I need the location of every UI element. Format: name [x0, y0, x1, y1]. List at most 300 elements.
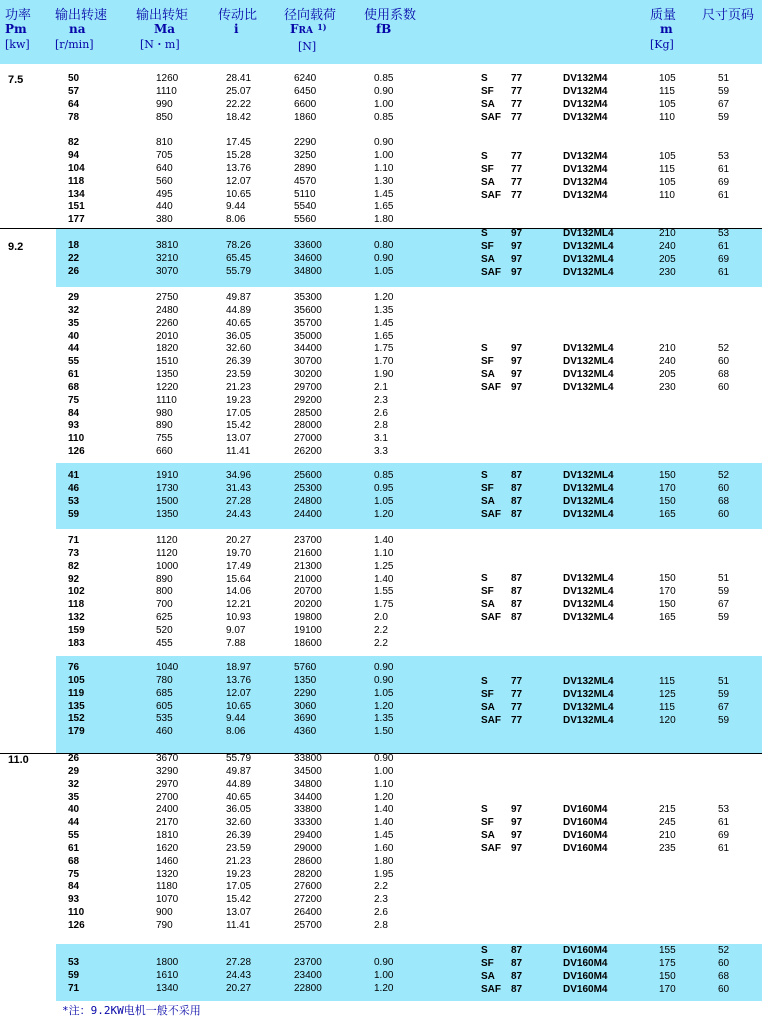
ratio-cell: 65.45	[226, 252, 252, 264]
radial-load-cell: 23700	[294, 957, 322, 968]
service-factor-cell: 1.90	[374, 369, 394, 381]
service-factor-cell: 1.05	[374, 495, 394, 507]
output-speed-cell: 68	[68, 381, 80, 393]
ratio-cell: 44.89	[226, 778, 252, 790]
output-torque-cell: 3670	[156, 753, 179, 764]
output-speed-cell: 55	[68, 830, 80, 842]
service-factor-cell: 2.2	[374, 881, 388, 893]
output-torque-cell: 1510	[156, 356, 179, 368]
output-torque-cell: 535	[156, 713, 173, 725]
reducer-type-cell: SAF	[481, 381, 501, 393]
service-factor-cell: 1.35	[374, 304, 394, 316]
dimension-page-cell: 68	[718, 970, 730, 982]
reducer-size-cell: 87	[511, 573, 523, 584]
mass-cell: 230	[659, 266, 676, 278]
radial-load-cell: 29700	[294, 381, 322, 393]
output-torque-cell: 625	[156, 612, 173, 624]
ratio-cell: 9.44	[226, 201, 246, 213]
ratio-cell: 15.28	[226, 150, 252, 162]
mass-cell: 205	[659, 253, 676, 265]
reducer-size-cell: 77	[511, 676, 523, 687]
model-group	[0, 470, 762, 521]
dimension-page-cell: 60	[718, 355, 730, 367]
ratio-cell: 26.39	[226, 356, 252, 368]
ratio-cell: 21.23	[226, 855, 252, 867]
output-speed-cell: 104	[68, 162, 85, 174]
reducer-size-cell: 97	[511, 228, 523, 239]
ratio-cell: 18.97	[226, 662, 252, 673]
ratio-cell: 20.27	[226, 535, 252, 546]
header-mass: 质量 m [Kg]	[650, 7, 677, 51]
radial-load-cell: 29000	[294, 842, 322, 854]
reducer-size-cell: 97	[511, 240, 523, 252]
reducer-type-cell: SF	[481, 482, 494, 494]
output-speed-cell: 135	[68, 700, 85, 712]
service-factor-cell: 1.20	[374, 700, 394, 712]
service-factor-cell: 1.75	[374, 599, 394, 611]
dimension-page-cell: 60	[718, 482, 730, 494]
ratio-cell: 15.64	[226, 573, 252, 585]
output-torque-cell: 1110	[156, 85, 177, 97]
reducer-size-cell: 87	[511, 945, 523, 956]
table-row	[0, 792, 762, 805]
radial-load-cell: 6450	[294, 85, 317, 97]
output-speed-cell: 183	[68, 637, 85, 649]
service-factor-cell: 1.20	[374, 982, 394, 994]
output-speed-cell: 61	[68, 842, 80, 854]
footnote: *注：9.2KW电机一般不采用	[62, 1004, 201, 1017]
motor-model-cell: DV160M4	[563, 957, 608, 969]
header-radial-load: 径向载荷 FRA $^{1)}$ [N]	[284, 7, 337, 53]
ratio-cell: 8.06	[226, 726, 246, 738]
dimension-page-cell: 69	[718, 176, 730, 188]
radial-load-cell: 33800	[294, 753, 322, 764]
radial-load-cell: 2290	[294, 687, 317, 699]
motor-model-cell: DV160M4	[563, 945, 608, 956]
service-factor-cell: 2.3	[374, 394, 388, 406]
output-torque-cell: 1610	[156, 969, 179, 981]
reducer-size-cell: 87	[511, 470, 523, 481]
output-torque-cell: 3810	[156, 240, 179, 251]
output-speed-cell: 26	[68, 753, 80, 764]
dimension-page-cell: 69	[718, 253, 730, 265]
service-factor-cell: 0.90	[374, 674, 394, 686]
reducer-size-cell: 97	[511, 266, 523, 278]
output-speed-cell: 44	[68, 343, 80, 355]
radial-load-cell: 33800	[294, 804, 322, 816]
output-torque-cell: 520	[156, 624, 173, 636]
output-torque-cell: 780	[156, 674, 173, 686]
output-speed-cell: 134	[68, 188, 85, 200]
ratio-cell: 13.76	[226, 162, 252, 174]
dimension-page-cell: 59	[718, 714, 730, 726]
ratio-cell: 17.49	[226, 560, 252, 572]
radial-load-cell: 27600	[294, 881, 322, 893]
table-row	[0, 292, 762, 305]
header-power: 功率 Pm [kw]	[5, 7, 32, 51]
radial-load-cell: 35300	[294, 292, 322, 303]
output-speed-cell: 82	[68, 137, 80, 149]
table-row	[0, 753, 762, 766]
header-speed: 输出转速 na [r/min]	[55, 7, 108, 51]
mass-cell: 115	[659, 85, 675, 97]
service-factor-cell: 1.40	[374, 535, 394, 546]
output-torque-cell: 1110	[156, 394, 177, 406]
output-speed-cell: 118	[68, 175, 85, 187]
output-speed-cell: 93	[68, 894, 80, 906]
radial-load-cell: 5540	[294, 201, 317, 213]
radial-load-cell: 1860	[294, 111, 317, 123]
radial-load-cell: 23700	[294, 535, 322, 546]
reducer-size-cell: 87	[511, 611, 523, 623]
model-row	[0, 612, 762, 625]
ratio-cell: 32.60	[226, 343, 252, 355]
motor-model-cell: DV132ML4	[563, 482, 614, 494]
ratio-cell: 21.23	[226, 381, 252, 393]
mass-cell: 170	[659, 482, 676, 494]
ratio-cell: 27.28	[226, 495, 252, 507]
dimension-page-cell: 61	[718, 240, 730, 252]
service-factor-cell: 0.80	[374, 240, 394, 251]
radial-load-cell: 22800	[294, 982, 322, 994]
output-torque-cell: 640	[156, 162, 173, 174]
output-speed-cell: 18	[68, 240, 80, 251]
service-factor-cell: 1.05	[374, 265, 394, 277]
dimension-page-cell: 61	[718, 842, 730, 854]
output-torque-cell: 2970	[156, 778, 179, 790]
reducer-size-cell: 77	[511, 111, 523, 123]
output-speed-cell: 82	[68, 560, 80, 572]
motor-model-cell: DV160M4	[563, 983, 608, 995]
service-factor-cell: 0.90	[374, 662, 394, 673]
output-speed-cell: 71	[68, 535, 80, 546]
radial-load-cell: 5760	[294, 662, 317, 673]
table-row	[0, 561, 762, 574]
model-row	[0, 945, 762, 958]
ratio-cell: 24.43	[226, 508, 252, 520]
service-factor-cell: 1.40	[374, 817, 394, 829]
radial-load-cell: 19800	[294, 612, 322, 624]
output-speed-cell: 32	[68, 778, 80, 790]
output-speed-cell: 59	[68, 508, 80, 520]
reducer-type-cell: SF	[481, 163, 494, 175]
radial-load-cell: 21000	[294, 573, 322, 585]
radial-load-cell: 35700	[294, 317, 322, 329]
radial-load-cell: 21300	[294, 560, 322, 572]
reducer-type-cell: S	[481, 151, 488, 162]
service-factor-cell: 0.95	[374, 482, 394, 494]
mass-cell: 240	[659, 355, 676, 367]
table-row	[0, 907, 762, 920]
mass-cell: 235	[659, 842, 676, 854]
dimension-page-cell: 52	[718, 945, 730, 956]
header-service-factor: 使用系数 fB	[364, 7, 417, 36]
output-speed-cell: 132	[68, 612, 85, 624]
ratio-cell: 17.05	[226, 407, 252, 419]
model-row	[0, 267, 762, 280]
service-factor-cell: 0.90	[374, 137, 394, 149]
model-row	[0, 382, 762, 395]
service-factor-cell: 0.85	[374, 111, 394, 123]
reducer-size-cell: 77	[511, 189, 523, 201]
model-row	[0, 343, 762, 356]
output-torque-cell: 2400	[156, 804, 179, 816]
mass-cell: 170	[659, 983, 676, 995]
radial-load-cell: 25600	[294, 470, 322, 481]
output-speed-cell: 41	[68, 470, 80, 481]
model-row	[0, 971, 762, 984]
ratio-cell: 13.76	[226, 674, 252, 686]
service-factor-cell: 1.20	[374, 791, 394, 803]
output-torque-cell: 1910	[156, 470, 179, 481]
output-speed-cell: 55	[68, 356, 80, 368]
table-row	[0, 856, 762, 869]
output-torque-cell: 2260	[156, 317, 179, 329]
output-speed-cell: 78	[68, 111, 80, 123]
model-row	[0, 151, 762, 164]
output-torque-cell: 1730	[156, 482, 179, 494]
reducer-type-cell: SAF	[481, 842, 501, 854]
ratio-cell: 11.41	[226, 919, 251, 931]
dimension-page-cell: 59	[718, 85, 730, 97]
ratio-cell: 7.88	[226, 637, 246, 649]
ratio-cell: 49.87	[226, 292, 252, 303]
reducer-type-cell: SAF	[481, 111, 501, 123]
service-factor-cell: 1.00	[374, 969, 394, 981]
service-factor-cell: 2.1	[374, 381, 388, 393]
output-speed-cell: 29	[68, 292, 80, 303]
output-torque-cell: 800	[156, 586, 173, 598]
mass-cell: 245	[659, 816, 676, 828]
model-row	[0, 99, 762, 112]
service-factor-cell: 2.2	[374, 624, 388, 636]
output-speed-cell: 110	[68, 433, 85, 445]
dimension-page-cell: 69	[718, 829, 730, 841]
header-ratio: 传动比 i	[218, 7, 258, 36]
output-torque-cell: 1320	[156, 868, 179, 880]
table-row	[0, 408, 762, 421]
mass-cell: 150	[659, 495, 676, 507]
model-row	[0, 817, 762, 830]
service-factor-cell: 0.90	[374, 252, 394, 264]
service-factor-cell: 0.85	[374, 470, 394, 481]
reducer-size-cell: 97	[511, 343, 523, 354]
mass-cell: 150	[659, 573, 676, 584]
dimension-page-cell: 59	[718, 688, 730, 700]
radial-load-cell: 5110	[294, 188, 316, 200]
output-speed-cell: 152	[68, 713, 85, 725]
output-speed-cell: 26	[68, 265, 80, 277]
motor-model-cell: DV132M4	[563, 151, 608, 162]
mass-cell: 150	[659, 470, 676, 481]
motor-model-cell: DV160M4	[563, 970, 608, 982]
output-speed-cell: 126	[68, 919, 85, 931]
output-speed-cell: 32	[68, 304, 80, 316]
dimension-page-cell: 60	[718, 508, 730, 520]
table-row	[0, 124, 762, 137]
reducer-type-cell: S	[481, 343, 488, 354]
radial-load-cell: 18600	[294, 637, 322, 649]
output-speed-cell: 94	[68, 150, 80, 162]
service-factor-cell: 2.8	[374, 420, 388, 432]
table-row	[0, 548, 762, 561]
reducer-size-cell: 87	[511, 482, 523, 494]
mass-cell: 105	[659, 73, 676, 84]
ratio-cell: 10.65	[226, 188, 252, 200]
dimension-page-cell: 51	[718, 676, 730, 687]
radial-load-cell: 28600	[294, 855, 322, 867]
output-torque-cell: 1350	[156, 508, 179, 520]
dimension-page-cell: 51	[718, 73, 730, 84]
service-factor-cell: 2.8	[374, 919, 388, 931]
dimension-page-cell: 61	[718, 816, 730, 828]
radial-load-cell: 19100	[294, 624, 322, 636]
service-factor-cell: 1.45	[374, 830, 394, 842]
output-torque-cell: 3210	[156, 252, 179, 264]
service-factor-cell: 1.10	[374, 162, 394, 174]
output-speed-cell: 46	[68, 482, 80, 494]
model-row	[0, 689, 762, 702]
model-row	[0, 586, 762, 599]
radial-load-cell: 20200	[294, 599, 322, 611]
ratio-cell: 28.41	[226, 73, 252, 84]
ratio-cell: 17.05	[226, 881, 252, 893]
reducer-type-cell: S	[481, 804, 488, 815]
service-factor-cell: 3.3	[374, 446, 388, 458]
output-torque-cell: 2010	[156, 330, 179, 342]
output-torque-cell: 460	[156, 726, 173, 738]
motor-model-cell: DV160M4	[563, 816, 608, 828]
ratio-cell: 25.07	[226, 85, 252, 97]
model-row	[0, 496, 762, 509]
mass-cell: 210	[659, 228, 676, 239]
dimension-page-cell: 61	[718, 163, 730, 175]
mass-cell: 170	[659, 585, 676, 597]
motor-model-cell: DV132ML4	[563, 598, 614, 610]
model-row	[0, 702, 762, 715]
ratio-cell: 55.79	[226, 265, 252, 277]
ratio-cell: 36.05	[226, 804, 252, 816]
table-row	[0, 137, 762, 150]
output-speed-cell: 40	[68, 804, 80, 816]
ratio-cell: 9.07	[226, 624, 246, 636]
output-torque-cell: 440	[156, 201, 173, 213]
dimension-page-cell: 60	[718, 983, 730, 995]
table-row	[0, 726, 762, 739]
reducer-size-cell: 97	[511, 381, 523, 393]
output-torque-cell: 1180	[156, 881, 178, 893]
dimension-page-cell: 52	[718, 470, 730, 481]
reducer-type-cell: SF	[481, 957, 494, 969]
model-row	[0, 241, 762, 254]
motor-model-cell: DV132ML4	[563, 240, 614, 252]
reducer-type-cell: SA	[481, 98, 495, 110]
model-row	[0, 190, 762, 203]
reducer-size-cell: 77	[511, 176, 523, 188]
reducer-type-cell: SF	[481, 688, 494, 700]
model-row	[0, 599, 762, 612]
table-row	[0, 894, 762, 907]
table-row	[0, 446, 762, 459]
reducer-size-cell: 97	[511, 253, 523, 265]
radial-load-cell: 3690	[294, 713, 317, 725]
model-group	[0, 228, 762, 279]
service-factor-cell: 1.75	[374, 343, 394, 355]
output-torque-cell: 2480	[156, 304, 179, 316]
model-row	[0, 804, 762, 817]
table-row	[0, 662, 762, 675]
dimension-page-cell: 51	[718, 573, 730, 584]
service-factor-cell: 0.85	[374, 73, 394, 84]
table-row	[0, 625, 762, 638]
reducer-type-cell: SA	[481, 829, 495, 841]
radial-load-cell: 6240	[294, 73, 317, 84]
service-factor-cell: 1.40	[374, 804, 394, 816]
output-speed-cell: 75	[68, 394, 80, 406]
output-torque-cell: 890	[156, 420, 173, 432]
mass-cell: 165	[659, 611, 676, 623]
radial-load-cell: 27000	[294, 433, 322, 445]
output-speed-cell: 159	[68, 624, 85, 636]
table-row	[0, 318, 762, 331]
service-factor-cell: 0.90	[374, 85, 394, 97]
ratio-cell: 49.87	[226, 765, 252, 777]
output-torque-cell: 2170	[156, 817, 179, 829]
mass-cell: 215	[659, 804, 676, 815]
model-row	[0, 830, 762, 843]
mass-cell: 110	[659, 111, 675, 123]
output-torque-cell: 1810	[156, 830, 179, 842]
service-factor-cell: 1.00	[374, 150, 394, 162]
radial-load-cell: 26400	[294, 907, 322, 919]
output-torque-cell: 3290	[156, 765, 179, 777]
dimension-page-cell: 67	[718, 98, 730, 110]
ratio-cell: 78.26	[226, 240, 252, 251]
radial-load-cell: 28200	[294, 868, 322, 880]
output-torque-cell: 1620	[156, 842, 179, 854]
ratio-cell: 24.43	[226, 969, 252, 981]
ratio-cell: 18.42	[226, 111, 252, 123]
mass-cell: 105	[659, 151, 676, 162]
service-factor-cell: 1.00	[374, 98, 394, 110]
reducer-type-cell: SAF	[481, 266, 501, 278]
reducer-size-cell: 77	[511, 701, 523, 713]
output-speed-cell: 64	[68, 98, 80, 110]
ratio-cell: 12.07	[226, 175, 252, 187]
radial-load-cell: 20700	[294, 586, 322, 598]
radial-load-cell: 5560	[294, 214, 317, 226]
ratio-cell: 32.60	[226, 817, 252, 829]
motor-model-cell: DV132ML4	[563, 714, 614, 726]
table-row	[0, 535, 762, 548]
radial-load-cell: 29400	[294, 830, 322, 842]
mass-cell: 150	[659, 970, 676, 982]
output-torque-cell: 810	[156, 137, 173, 149]
motor-model-cell: DV132ML4	[563, 611, 614, 623]
motor-model-cell: DV132M4	[563, 111, 608, 123]
motor-model-cell: DV132ML4	[563, 266, 614, 278]
radial-load-cell: 28500	[294, 407, 322, 419]
model-group	[0, 343, 762, 394]
radial-load-cell: 34400	[294, 791, 322, 803]
mass-cell: 120	[659, 714, 676, 726]
model-group	[0, 804, 762, 855]
service-factor-cell: 2.6	[374, 407, 388, 419]
service-factor-cell: 1.45	[374, 317, 394, 329]
output-speed-cell: 110	[68, 907, 85, 919]
reducer-size-cell: 77	[511, 163, 523, 175]
service-factor-cell: 1.40	[374, 573, 394, 585]
